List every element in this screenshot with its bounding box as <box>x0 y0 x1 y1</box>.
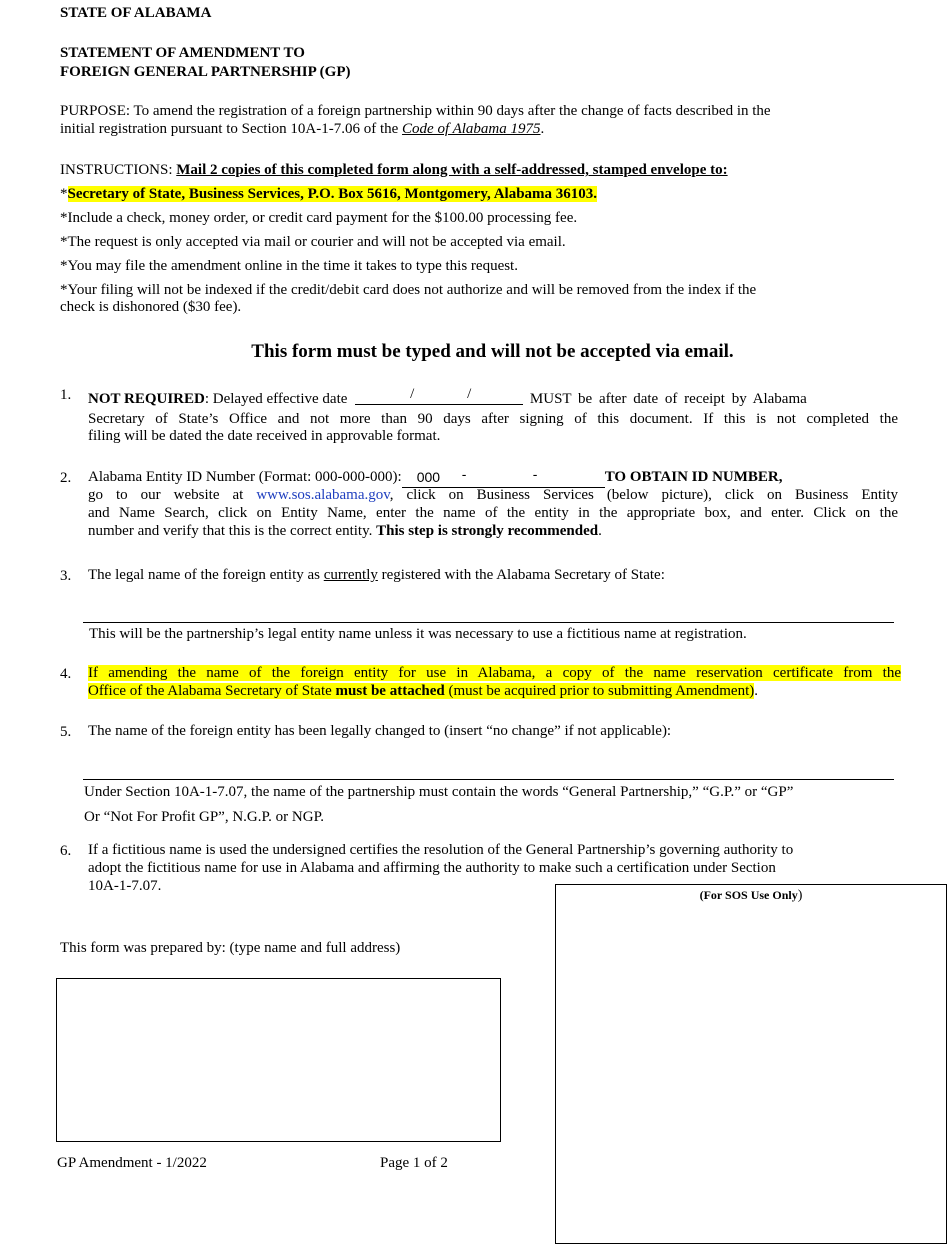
name-requirement-note2: Or “Not For Profit GP”, N.G.P. or NGP. <box>84 809 325 825</box>
purpose-paragraph: PURPOSE: To amend the registration of a foreign partnership within 90 days after the change of facts described in the initial registration pursuant to Section 10A-1-7.06 of the Code of Alabama 1975. <box>60 103 920 138</box>
card-bullet: *Your filing will not be indexed if the credit/debit card does not authorize and will be removed from the index if the check is dishonored ($30 fee). <box>60 282 757 315</box>
item6-number: 6. <box>60 843 72 859</box>
online-bullet: *You may file the amendment online in the time it takes to type this request. <box>60 258 518 274</box>
item5-name-change: The name of the foreign entity has been legally changed to (insert “no change” if not applicable): <box>88 723 672 739</box>
sos-website-link[interactable]: www.sos.alabama.gov <box>256 487 390 503</box>
entity-id-field[interactable]: 000 - - <box>402 471 605 488</box>
legal-name-note: This will be the partnership’s legal entity name unless it was necessary to use a fictitious name at registration. <box>89 626 747 642</box>
form-title-line2: FOREIGN GENERAL PARTNERSHIP (GP) <box>60 64 351 80</box>
purpose-line1: PURPOSE: To amend the registration of a foreign partnership within 90 days after the change of facts described in the <box>60 103 771 119</box>
item5-number: 5. <box>60 724 72 740</box>
item3-legal-name: The legal name of the foreign entity as currently registered with the Alabama Secretary of State: <box>88 567 665 583</box>
mail-only-bullet: *The request is only accepted via mail or courier and will not be accepted via email. <box>60 234 566 250</box>
mail-instructions: Mail 2 copies of this completed form along with a self-addressed, stamped envelope to: <box>176 162 728 178</box>
form-title-line1: STATEMENT OF AMENDMENT TO <box>60 45 305 61</box>
prepared-by-field[interactable] <box>56 978 501 1142</box>
item4-number: 4. <box>60 666 72 682</box>
mailing-address: Secretary of State, Business Services, P.O. Box 5616, Montgomery, Alabama 36103. <box>67 186 598 202</box>
page-number: Page 1 of 2 <box>380 1155 448 1171</box>
item4-name-reservation: If amending the name of the foreign entity for use in Alabama, a copy of the name reservation certificate from the Office of the Alabama Secretary of State must be attached (must be acquired prior to submitting Amendment). <box>88 665 901 699</box>
item3-number: 3. <box>60 568 72 584</box>
instructions-block: INSTRUCTIONS: Mail 2 copies of this completed form along with a self-addressed, stamped envelope to: *Secretary of State, Business Services, P.O. Box 5616, Montgomery, Alabama 36103. *Include a check, money order, or credit card payment for the $100.00 processing fee. *The request is only accepted via mail or courier and will not be accepted via email. *You may file the amendment online in the time it takes to type this request. *Your filing will not be indexed if the credit/debit card does not authorize and will be removed from the index if the check is dishonored ($30 fee). <box>60 162 930 316</box>
item2-number: 2. <box>60 470 72 486</box>
sos-use-only-box: (For SOS Use Only) <box>555 884 947 1244</box>
instructions-label: INSTRUCTIONS: <box>60 162 177 178</box>
state-heading: STATE OF ALABAMA <box>60 5 212 21</box>
item1-delayed-date: NOT REQUIRED: Delayed effective date / / MUST be after date of receipt by Alabama Secretary of State’s Office and not more than 90 days after signing of this document. If this is not completed the filing will be dated the date received in approvable format. <box>88 386 898 444</box>
legal-name-field[interactable] <box>83 622 894 623</box>
fee-bullet: *Include a check, money order, or credit card payment for the $100.00 processing fee. <box>60 210 578 226</box>
new-name-field[interactable] <box>83 779 894 780</box>
item1-number: 1. <box>60 387 72 403</box>
effective-date-field[interactable]: / / <box>355 388 523 405</box>
form-version: GP Amendment - 1/2022 <box>57 1155 207 1171</box>
code-of-alabama-ref: Code of Alabama 1975 <box>402 121 541 137</box>
prepared-by-label: This form was prepared by: (type name and full address) <box>60 940 401 956</box>
typed-form-notice: This form must be typed and will not be accepted via email. <box>251 341 734 362</box>
item2-entity-id: Alabama Entity ID Number (Format: 000-000-000): 000 - - TO OBTAIN ID NUMBER, go to our website at www.sos.alabama.gov, click on Business Services (below picture), click on Business Entity and Name Search, click on Entity Name, enter the name of the entity in the appropriate box, and enter. Click on the number and verify that this is the correct entity. This step is strongly recommended. <box>88 466 899 539</box>
name-requirement-note1: Under Section 10A-1-7.07, the name of the partnership must contain the words “General Partnership,” “G.P.” or “GP” <box>84 784 794 800</box>
item6-fictitious-name: If a fictitious name is used the undersigned certifies the resolution of the General Partnership’s governing authority to adopt the fictitious name for use in Alabama and affirming the authority to make such a certification under Section 10A-1-7.07. <box>88 842 794 894</box>
